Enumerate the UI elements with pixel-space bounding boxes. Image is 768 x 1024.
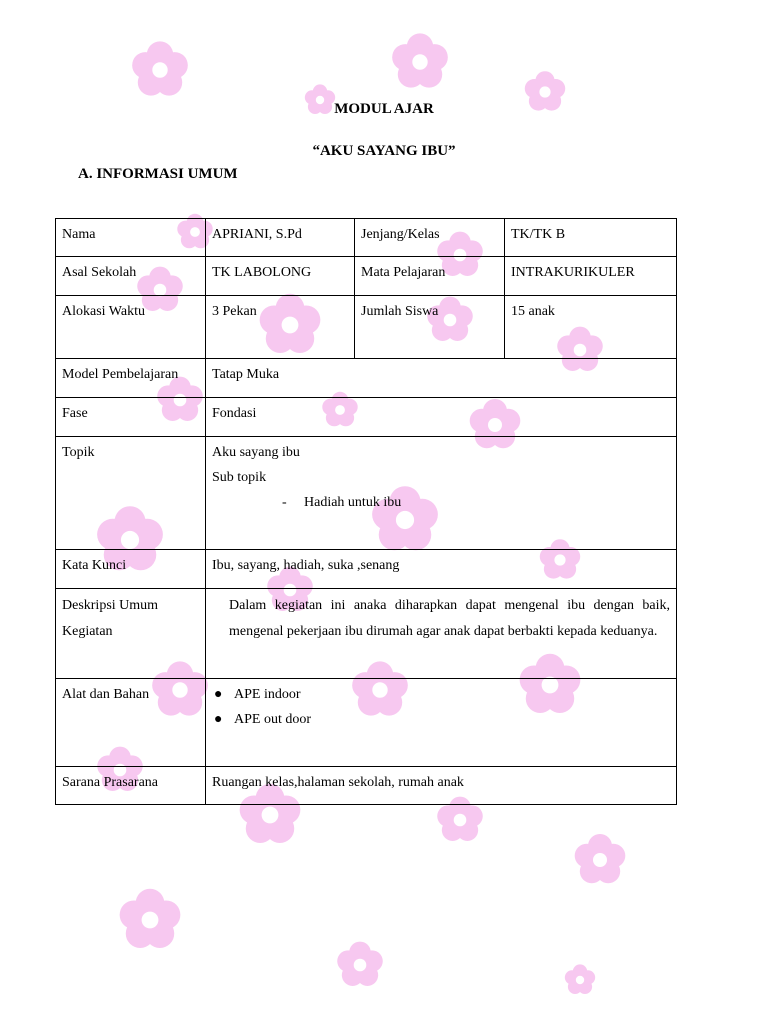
table-row [56,589,677,679]
mapel-value: INTRAKURIKULER [505,257,677,296]
table-row [56,257,677,296]
kata-value: Ibu, sayang, hadiah, suka ,senang [206,550,677,589]
table-row [56,296,677,359]
nama-value: APRIANI, S.Pd [206,219,355,257]
alat-list [212,685,670,730]
jenjang-value: TK/TK B [505,219,677,257]
flower-icon [565,964,595,994]
section-heading: A. INFORMASI UMUM [78,166,238,182]
deskripsi-label: Deskripsi Umum Kegiatan [56,589,206,679]
table-row [56,219,677,257]
subtopik-label: Sub topik [212,470,267,485]
fase-label: Fase [56,398,206,437]
deskripsi-value: Dalam kegiatan ini anaka diharapkan dapat mengenal ibu dengan baik, mengenal pekerjaan ibu dirumah agar anak dapat berbakti kepada keduanya. [206,589,677,679]
bullet-icon: ● [214,687,223,702]
flower-icon [575,834,626,883]
alokasi-value: 3 Pekan [206,296,355,359]
model-value: Tatap Muka [206,359,677,398]
dash-marker: - [282,495,287,510]
list-item [212,710,670,730]
list-item [212,685,670,705]
table-row [56,437,677,550]
alat-item-text: APE out door [234,712,311,727]
flower-icon [132,41,188,95]
table-row [56,550,677,589]
table-row [56,359,677,398]
info-table [55,218,677,805]
sarana-value: Ruangan kelas,halaman sekolah, rumah anak [206,767,677,805]
subtopik-text: Hadiah untuk ibu [304,495,402,510]
mapel-label: Mata Pelajaran [355,257,505,296]
fase-value: Fondasi [206,398,677,437]
alokasi-label: Alokasi Waktu [56,296,206,359]
flower-icon [337,942,383,986]
bullet-icon: ● [214,712,223,727]
alat-label: Alat dan Bahan [56,679,206,767]
document-subtitle: “AKU SAYANG IBU” [312,143,456,159]
table-row [56,679,677,767]
siswa-label: Jumlah Siswa [355,296,505,359]
topik-label: Topik [56,437,206,550]
jenjang-label: Jenjang/Kelas [355,219,505,257]
alat-item-text: APE indoor [234,687,301,702]
kata-label: Kata Kunci [56,550,206,589]
asal-label: Asal Sekolah [56,257,206,296]
table-row [56,767,677,805]
flower-icon [120,889,181,948]
model-label: Model Pembelajaran [56,359,206,398]
sarana-label: Sarana Prasarana [56,767,206,805]
topik-cell [206,437,677,550]
table-row [56,398,677,437]
siswa-value: 15 anak [505,296,677,359]
alat-cell [206,679,677,767]
nama-label: Nama [56,219,206,257]
subtopik-item [212,493,670,513]
flower-icon [392,33,448,87]
asal-value: TK LABOLONG [206,257,355,296]
topik-value: Aku sayang ibu [212,445,300,460]
document-title: MODUL AJAR [334,101,434,117]
